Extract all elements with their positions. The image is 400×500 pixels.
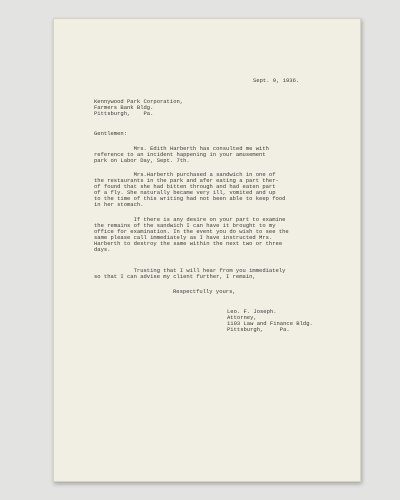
body-paragraph-2: Mrs.Harberth purchased a sandwich in one of the restaurants in the park and afer eating a part ther- of found that she had bitten through and had eaten part of a fly. She naturally became very ill, vomited and up to the time of this writing had not been able to keep food in her stomach. <box>94 171 286 208</box>
letter-page <box>53 18 361 482</box>
body-paragraph-4: Trusting that I will hear from you immediately so that I can advise my client further, I remain, <box>94 267 286 280</box>
body-paragraph-1: Mrs. Edith Harberth has consulted me with reference to an incident happening in your amusement park on Labor Day, Sept. 7th. <box>94 145 269 164</box>
salutation: Gentlemen: <box>94 130 128 137</box>
signature-block: Leo. F. Joseph. Attorney, 1103 Law and Finance Bldg. Pittsburgh, Pa. <box>227 308 313 333</box>
recipient-address: Kennywood Park Corporation, Farmers Bank Bldg. Pittsburgh, Pa. <box>94 98 184 117</box>
closing: Respectfully yours, <box>173 288 236 295</box>
body-paragraph-3: If there is any desire on your part to examine the remains of the sandwich I can have it brought to my office for examination. In the event you do wish to see the same please call immediately as I have instructed Mrs. Harberth to destroy the same within the next two or three days. <box>94 216 289 253</box>
letter-date: Sept. 9, 1936. <box>253 77 300 84</box>
